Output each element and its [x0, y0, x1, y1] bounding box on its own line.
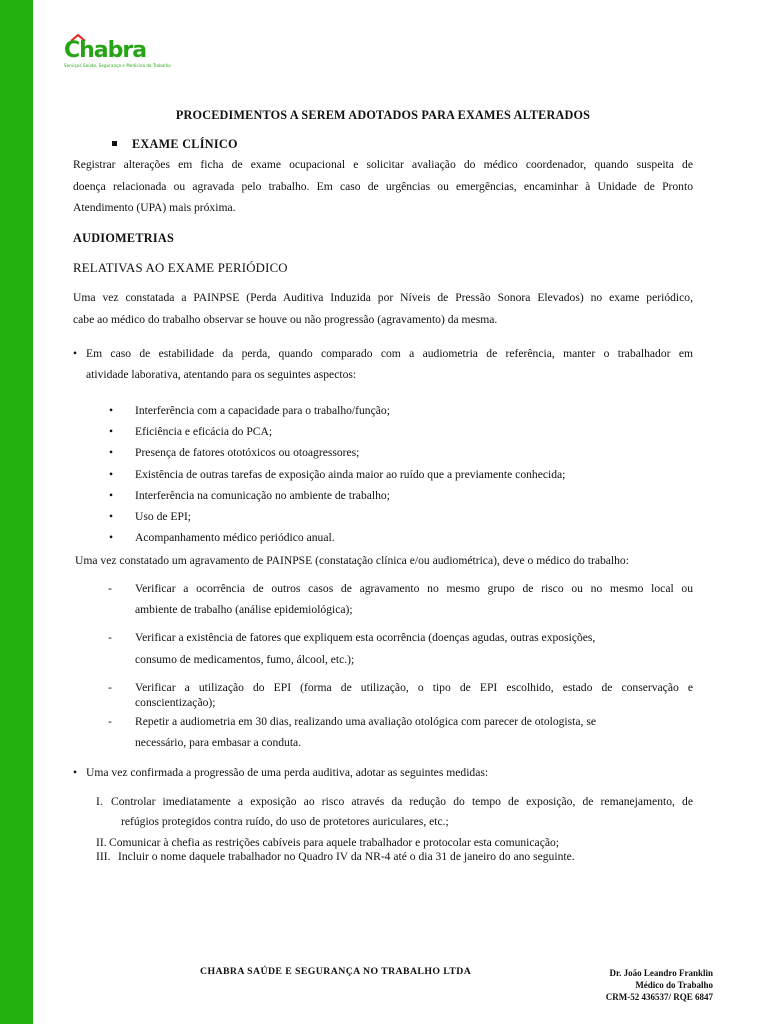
acao-line: Verificar a existência de fatores que expliquem esta ocorrência (doenças agudas, outras exposições,: [135, 631, 596, 644]
medida-line: Controlar imediatamente a exposição ao risco através da redução do tempo de exposição, de remanejamento, de: [111, 795, 693, 808]
medida-line: Comunicar à chefia as restrições cabíveis para aquele trabalhador e protocolar esta comunicação;: [109, 836, 560, 849]
bullet-icon: •: [109, 446, 114, 459]
dash-bullet-icon: -: [108, 681, 112, 694]
page-title: PROCEDIMENTOS A SEREM ADOTADOS PARA EXAMES ALTERADOS: [175, 108, 591, 122]
list-item: Presença de fatores ototóxicos ou otoagressores;: [135, 446, 360, 459]
dash-bullet-icon: -: [108, 582, 112, 595]
dash-bullet-icon: -: [108, 631, 112, 644]
acao-line: Repetir a audiometria em 30 dias, realizando uma avaliação otológica com parecer de otologista, se: [135, 715, 596, 728]
list-item: Uso de EPI;: [135, 510, 192, 523]
left-green-bar: [0, 0, 33, 1024]
medida-line: Incluir o nome daquele trabalhador no Quadro IV da NR-4 até o dia 31 de janeiro do ano seguinte.: [118, 850, 575, 863]
chabra-logo: [64, 38, 171, 74]
acao-line: ambiente de trabalho (análise epidemiológica);: [135, 603, 353, 616]
bullet-icon: •: [109, 404, 114, 417]
bullet-icon: •: [109, 425, 114, 438]
progressao-intro: Uma vez confirmada a progressão de uma perda auditiva, adotar as seguintes medidas:: [86, 766, 489, 779]
square-bullet-icon: [112, 141, 117, 146]
intro-line-2: cabe ao médico do trabalho observar se houve ou não progressão (agravamento) da mesma.: [73, 313, 498, 326]
audiometrias-heading: AUDIOMETRIAS: [73, 231, 175, 245]
acao-line: conscientização);: [135, 696, 216, 709]
medida-number: I.: [96, 795, 103, 808]
exame-clinico-heading: EXAME CLÍNICO: [132, 137, 238, 151]
bullet-icon: •: [109, 531, 114, 544]
list-item: Existência de outras tarefas de exposição ainda maior ao ruído que a previamente conhecida;: [135, 468, 566, 481]
medida-number: III.: [96, 850, 111, 863]
doctor-crm: CRM-52 436537/ RQE 6847: [605, 992, 713, 1002]
exame-clinico-line-2: doença relacionada ou agravada pelo trabalho. Em caso de urgências ou emergências, encaminhar à Unidade de Pronto: [73, 180, 693, 193]
acao-line: Verificar a utilização do EPI (forma de utilização, o tipo de EPI escolhido, estado de conservação e: [135, 681, 693, 694]
exame-clinico-line-3: Atendimento (UPA) mais próxima.: [73, 201, 236, 214]
logo-subtitle: Serviços Saúde, Segurança e Medicina do Trabalho: [64, 63, 171, 68]
acao-line: necessário, para embasar a conduta.: [135, 736, 302, 749]
bullet-icon: •: [109, 510, 114, 523]
list-item: Eficiência e eficácia do PCA;: [135, 425, 273, 438]
exame-clinico-line-1: Registrar alterações em ficha de exame ocupacional e solicitar avaliação do médico coordenador, quando suspeita de: [73, 158, 693, 171]
bullet-icon: •: [109, 468, 114, 481]
acao-line: Verificar a ocorrência de outros casos de agravamento no mesmo grupo de risco ou no mesmo local ou: [135, 582, 693, 595]
footer-signature: [560, 967, 713, 1003]
bullet-icon: •: [109, 489, 114, 502]
medida-line: refúgios protegidos contra ruído, do uso de protetores auriculares, etc.;: [121, 815, 449, 828]
logo-text: Chabra: [64, 38, 147, 63]
list-item: Interferência na comunicação no ambiente de trabalho;: [135, 489, 390, 502]
bullet-icon: •: [73, 766, 78, 779]
bullet-icon: •: [73, 347, 78, 360]
list-item: Interferência com a capacidade para o trabalho/função;: [135, 404, 390, 417]
footer-company: CHABRA SAÚDE E SEGURANÇA NO TRABALHO LTDA: [200, 966, 472, 977]
agravamento-intro: Uma vez constatado um agravamento de PAINPSE (constatação clínica e/ou audiométrica), deve o médico do trabalho:: [75, 554, 629, 567]
list-item: Acompanhamento médico periódico anual.: [135, 531, 335, 544]
estabilidade-line-1: Em caso de estabilidade da perda, quando comparado com a audiometria de referência, manter o trabalhador em: [86, 347, 693, 360]
estabilidade-line-2: atividade laborativa, atentando para os seguintes aspectos:: [86, 368, 357, 381]
doctor-name: Dr. João Leandro Franklin: [609, 968, 713, 978]
dash-bullet-icon: -: [108, 715, 112, 728]
doctor-role: Médico do Trabalho: [635, 980, 713, 990]
relativas-subheading: RELATIVAS AO EXAME PERIÓDICO: [73, 261, 288, 275]
medida-number: II.: [96, 836, 107, 849]
acao-line: consumo de medicamentos, fumo, álcool, etc.);: [135, 653, 355, 666]
intro-line-1: Uma vez constatada a PAINPSE (Perda Auditiva Induzida por Níveis de Pressão Sonora Elevados) no exame periódico,: [73, 291, 693, 304]
